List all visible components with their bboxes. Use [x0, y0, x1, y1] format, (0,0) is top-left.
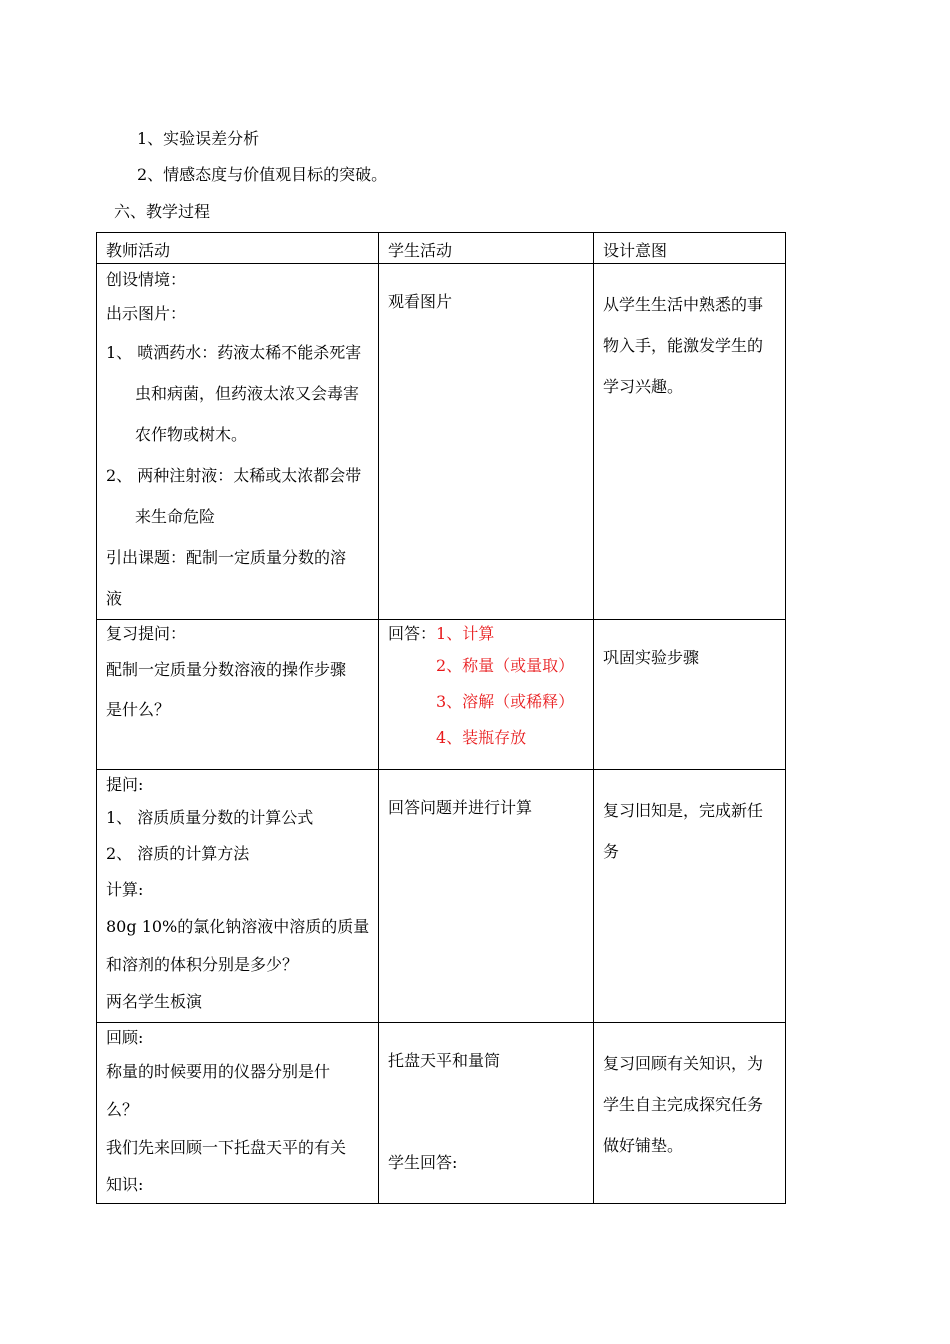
teacher-line: 1、 溶质质量分数的计算公式 — [106, 808, 314, 827]
teacher-line: 2、 两种注射液：太稀或太浓都会带 — [106, 466, 362, 485]
answer-step: 2、称量（或量取） — [436, 656, 575, 675]
teacher-cell — [97, 770, 379, 1023]
teacher-line: 么？ — [106, 1100, 139, 1119]
intent-cell — [594, 620, 786, 770]
intent-line: 物入手，能激发学生的 — [603, 336, 764, 355]
student-cell — [379, 770, 594, 1023]
intent-cell — [594, 1023, 786, 1204]
student-cell — [379, 264, 594, 620]
intent-cell — [594, 264, 786, 620]
table-header-row — [97, 233, 786, 264]
answer-step: 4、装瓶存放 — [436, 728, 527, 747]
teacher-line: 我们先来回顾一下托盘天平的有关 — [106, 1138, 347, 1157]
teacher-line: 农作物或树木。 — [135, 425, 248, 444]
teacher-line: 和溶剂的体积分别是多少？ — [106, 955, 299, 974]
teacher-line: 来生命危险 — [135, 507, 216, 526]
teacher-line: 虫和病菌，但药液太浓又会毒害 — [135, 384, 360, 403]
answer-step: 3、溶解（或稀释） — [436, 692, 575, 711]
header-intent: 设计意图 — [603, 241, 668, 260]
objective-item-1: 1、实验误差分析 — [137, 129, 260, 148]
intent-line: 巩固实验步骤 — [603, 648, 700, 667]
teacher-line: 提问: — [106, 775, 144, 794]
table-row — [97, 1023, 786, 1204]
intent-line: 学生自主完成探究任务 — [603, 1095, 764, 1114]
teacher-line: 复习提问： — [106, 624, 187, 643]
teacher-line: 80g 10%的氯化钠溶液中溶质的质量 — [106, 917, 370, 936]
teacher-line: 称量的时候要用的仪器分别是什 — [106, 1062, 331, 1081]
intent-cell — [594, 770, 786, 1023]
teacher-line: 出示图片： — [106, 304, 187, 323]
teacher-line: 2、 溶质的计算方法 — [106, 844, 250, 863]
answer-prefix: 回答： — [388, 624, 437, 643]
student-answer-line — [388, 620, 585, 648]
teacher-line: 引出课题：配制一定质量分数的溶 — [106, 548, 347, 567]
intent-line: 从学生生活中熟悉的事 — [603, 295, 764, 314]
teacher-line: 回顾: — [106, 1028, 144, 1047]
table-row — [97, 770, 786, 1023]
intent-line: 务 — [603, 842, 620, 861]
header-teacher: 教师活动 — [106, 241, 171, 260]
student-cell — [379, 620, 594, 770]
teacher-line: 两名学生板演 — [106, 992, 203, 1011]
teaching-process-table — [96, 232, 786, 1204]
teacher-line: 1、 喷洒药水：药液太稀不能杀死害 — [106, 343, 362, 362]
teacher-line: 知识: — [106, 1175, 144, 1194]
table-row — [97, 620, 786, 770]
teacher-line: 液 — [106, 589, 123, 608]
table-row — [97, 264, 786, 620]
teacher-cell — [97, 1023, 379, 1204]
student-line: 回答问题并进行计算 — [388, 798, 533, 817]
teacher-cell — [97, 620, 379, 770]
student-line: 观看图片 — [388, 292, 453, 311]
header-student-cell — [379, 233, 594, 264]
header-intent-cell — [594, 233, 786, 264]
teacher-cell — [97, 264, 379, 620]
header-student: 学生活动 — [388, 241, 453, 260]
intent-line: 复习旧知是，完成新任 — [603, 801, 764, 820]
student-line: 学生回答: — [388, 1153, 458, 1172]
intent-line: 学习兴趣。 — [603, 377, 684, 396]
student-cell — [379, 1023, 594, 1204]
section-heading: 六、教学过程 — [114, 202, 211, 221]
teacher-line: 创设情境： — [106, 270, 187, 289]
student-line: 托盘天平和量筒 — [388, 1051, 501, 1070]
header-teacher-cell — [97, 233, 379, 264]
answer-step: 1、计算 — [436, 624, 495, 643]
teacher-line: 是什么？ — [106, 700, 171, 719]
intent-line: 复习回顾有关知识，为 — [603, 1054, 764, 1073]
teacher-line: 配制一定质量分数溶液的操作步骤 — [106, 660, 347, 679]
teacher-line: 计算: — [106, 880, 144, 899]
intent-line: 做好铺垫。 — [603, 1136, 684, 1155]
objective-item-2: 2、情感态度与价值观目标的突破。 — [137, 165, 388, 184]
